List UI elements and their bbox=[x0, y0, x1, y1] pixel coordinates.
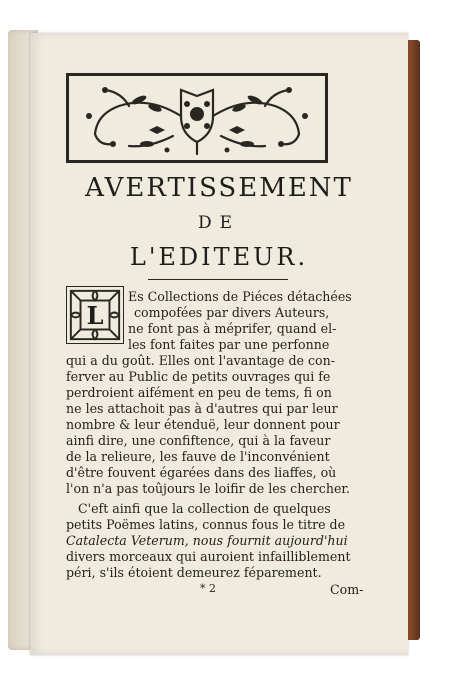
catchword: Com- bbox=[330, 582, 364, 597]
drop-cap-letter: L bbox=[86, 300, 104, 330]
text-line: petits Poëmes latins, connus fous le titre de bbox=[66, 517, 346, 532]
text-line: de la relieure, les fauve de l'inconvénient bbox=[66, 449, 330, 464]
title-avertissement: AVERTISSEMENT bbox=[85, 173, 353, 203]
title-rule bbox=[148, 279, 288, 280]
page bbox=[30, 33, 408, 655]
text-line: ne font pas à méprifer, quand el- bbox=[128, 321, 337, 336]
text-line: nombre & leur étenduë, leur donnent pour bbox=[66, 417, 340, 432]
title-editeur: L'EDITEUR. bbox=[129, 243, 309, 271]
drop-cap bbox=[66, 286, 124, 344]
floral-ornament-icon bbox=[69, 76, 325, 160]
text-line: l'on n'a pas toûjours le loifir de les chercher. bbox=[66, 481, 351, 496]
signature-mark: * 2 bbox=[200, 582, 216, 595]
text-line: ferver au Public de petits ouvrages qui fe bbox=[66, 369, 331, 384]
text-line: compofées par divers Auteurs, bbox=[134, 305, 330, 320]
text-line: perdroient aifément en peu de tems, fi on bbox=[66, 385, 332, 400]
text-line: les font faites par une perfonne bbox=[128, 337, 330, 352]
text-line: ne les attachoit pas à d'autres qui par leur bbox=[66, 401, 338, 416]
title-de: DE bbox=[197, 213, 241, 233]
text-line: C'eft ainfi que la collection de quelques bbox=[78, 501, 331, 516]
text-line: Es Collections de Piéces détachées bbox=[128, 289, 352, 304]
text-line: ainfi dire, une confiftence, qui à la faveur bbox=[66, 433, 331, 448]
text-line: Catalecta Veterum, nous fournit aujourd'hui bbox=[66, 533, 348, 548]
text-line: divers morceaux qui auroient infailliblement bbox=[66, 549, 351, 564]
text-line: d'être fouvent égarées dans des liaffes, où bbox=[66, 465, 337, 480]
text-line: qui a du goût. Elles ont l'avantage de con- bbox=[66, 353, 335, 368]
text-line: péri, s'ils étoient demeurez féparement. bbox=[66, 565, 322, 580]
headpiece-ornament bbox=[66, 73, 328, 163]
book bbox=[8, 30, 420, 658]
